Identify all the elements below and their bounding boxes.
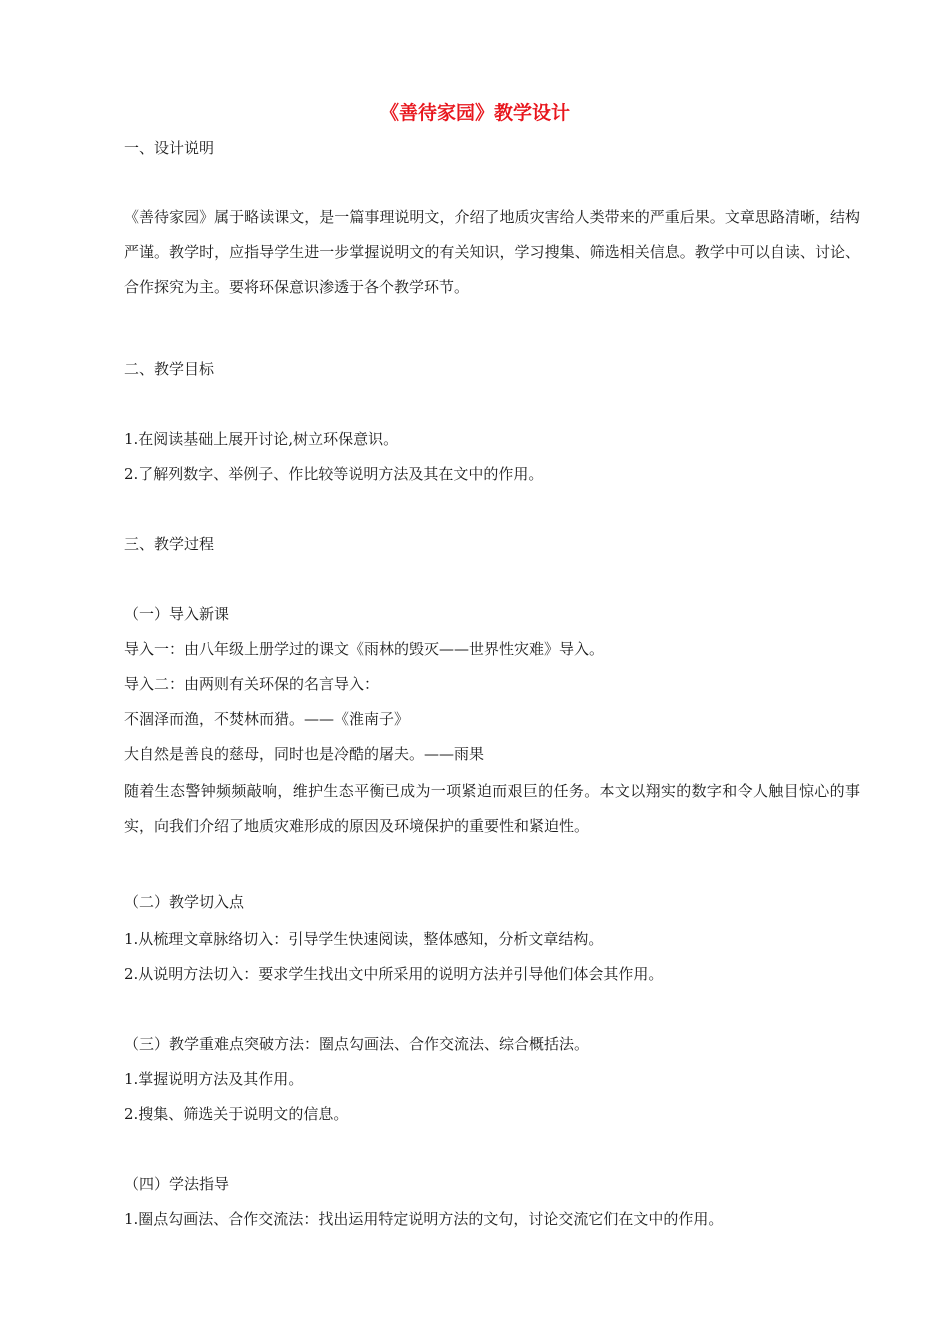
key-methods-item-1: 1.掌握说明方法及其作用。 xyxy=(124,1070,304,1088)
entry-point-item-1: 1.从梳理文章脉络切入：引导学生快速阅读，整体感知，分析文章结构。 xyxy=(124,930,604,948)
subsection-heading-key-methods: （三）教学重难点突破方法：圈点勾画法、合作交流法、综合概括法。 xyxy=(124,1035,590,1053)
key-methods-item-2: 2.搜集、筛选关于说明文的信息。 xyxy=(124,1105,349,1123)
section-heading-teaching-process: 三、教学过程 xyxy=(124,535,215,553)
section-heading-teaching-goals: 二、教学目标 xyxy=(124,360,215,378)
goal-item-2: 2.了解列数字、举例子、作比较等说明方法及其在文中的作用。 xyxy=(124,465,544,483)
goal-item-1: 1.在阅读基础上展开讨论,树立环保意识。 xyxy=(124,430,399,448)
intro-quote-1: 不涸泽而渔，不焚林而猎。——《淮南子》 xyxy=(124,710,410,728)
study-guide-item-1: 1.圈点勾画法、合作交流法：找出运用特定说明方法的文句，讨论交流它们在文中的作用。 xyxy=(124,1210,724,1228)
design-notes-text: 《善待家园》属于略读课文，是一篇事理说明文，介绍了地质灾害给人类带来的严重后果。文章思路清晰，结构严谨。教学时，应指导学生进一步掌握说明文的有关知识，学习搜集、筛选相关信息。教学中可以自读、讨论、合作探究为主。要将环保意识渗透于各个教学环节。 xyxy=(124,208,860,296)
intro-quote-2: 大自然是善良的慈母，同时也是冷酷的屠夫。——雨果 xyxy=(124,745,485,763)
subsection-heading-intro: （一）导入新课 xyxy=(124,605,230,623)
intro-line-2: 导入二：由两则有关环保的名言导入： xyxy=(124,675,380,693)
intro-paragraph xyxy=(124,774,860,844)
section-heading-design-notes: 一、设计说明 xyxy=(124,139,215,157)
entry-point-item-2: 2.从说明方法切入：要求学生找出文中所采用的说明方法并引导他们体会其作用。 xyxy=(124,965,664,983)
document-title: 《善待家园》教学设计 xyxy=(379,102,570,124)
subsection-heading-entry-points: （二）教学切入点 xyxy=(124,893,245,911)
subsection-heading-study-guide: （四）学法指导 xyxy=(124,1175,230,1193)
design-notes-paragraph xyxy=(124,200,860,305)
intro-paragraph-text: 随着生态警钟频频敲响，维护生态平衡已成为一项紧迫而艰巨的任务。本文以翔实的数字和令人触目惊心的事实，向我们介绍了地质灾难形成的原因及环境保护的重要性和紧迫性。 xyxy=(124,782,860,835)
intro-line-1: 导入一：由八年级上册学过的课文《雨林的毁灭——世界性灾难》导入。 xyxy=(124,640,605,658)
